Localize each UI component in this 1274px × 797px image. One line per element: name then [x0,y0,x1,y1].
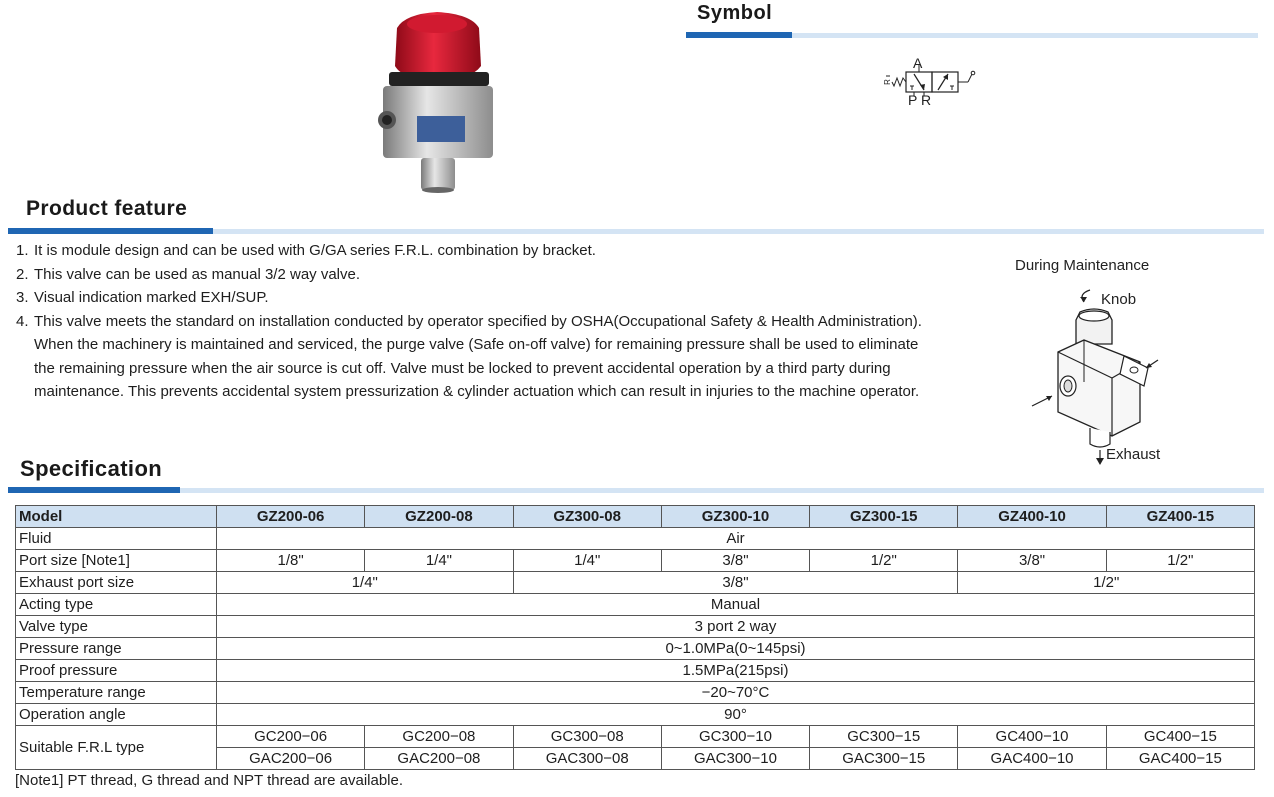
table-cell: GC300−15 [810,726,958,748]
model-header-cell: GZ300-08 [513,506,661,528]
model-header-cell: GZ200-08 [365,506,513,528]
symbol-label-r: R [882,79,892,85]
table-cell: GAC200−06 [217,748,365,770]
model-header-cell: GZ400-15 [1106,506,1254,528]
row-label: Fluid [16,528,217,550]
symbol-label-a: A [913,55,923,71]
maintenance-title: During Maintenance [1015,257,1150,274]
table-cell: GAC200−08 [365,748,513,770]
table-row [16,616,1255,638]
table-cell: GC300−08 [513,726,661,748]
feature-item [16,286,926,310]
table-cell: GAC300−15 [810,748,958,770]
feature-item [16,263,926,287]
table-row [16,682,1255,704]
maintenance-drawing [1028,282,1178,467]
row-label: Temperature range [16,682,217,704]
symbol-title: Symbol [697,2,773,24]
model-header-cell: GZ200-06 [217,506,365,528]
table-cell: GAC400−15 [1106,748,1254,770]
table-cell: 1/2" [810,550,958,572]
row-label: Acting type [16,594,217,616]
table-cell: Manual [217,594,1255,616]
table-cell: 1/8" [217,550,365,572]
table-cell: 3 port 2 way [217,616,1255,638]
model-header-cell: GZ300-15 [810,506,958,528]
row-label: Valve type [16,616,217,638]
feature-text: Visual indication marked EXH/SUP. [34,289,269,306]
table-cell: 3/8" [513,572,958,594]
valve-symbol-icon [884,56,980,108]
valve-symbol [884,56,980,108]
table-cell: 1/2" [1106,550,1254,572]
table-row [16,594,1255,616]
feature-number: 3. [16,289,29,306]
table-cell: GC400−10 [958,726,1106,748]
footnote: [Note1] PT thread, G thread and NPT thread are available. [15,772,404,789]
model-header-cell: GZ400-10 [958,506,1106,528]
table-row [16,572,1255,594]
feature-text: This valve meets the standard on installation conducted by operator specified by OSHA(Occupational Safety & Health Administration). When the machinery is maintained and serviced, the purge valve (Safe on-off valve) for remaining pressure shall be used to eliminate the remaining pressure when the air source is cut off. Valve must be locked to prevent accidental operation by a third party during maintenance. This prevents accidental system pressurization & cylinder actuation which can result in injuries to the machine operator. [34,312,922,400]
table-cell: −20~70°C [217,682,1255,704]
symbol-label-pr: P R [908,92,932,108]
feature-item [16,310,926,404]
feature-list [16,239,926,404]
table-cell: GC200−08 [365,726,513,748]
feature-text: This valve can be used as manual 3/2 way valve. [34,265,361,283]
row-label: Exhaust port size [16,572,217,594]
table-cell: GAC300−08 [513,748,661,770]
table-cell: 1/4" [513,550,661,572]
specification-title: Specification [20,456,163,481]
feature-number: 4. [16,312,29,330]
table-cell: GC400−15 [1106,726,1254,748]
row-label: Suitable F.R.L type [16,726,217,770]
row-label: Pressure range [16,638,217,660]
table-cell: 3/8" [958,550,1106,572]
specification-title-bar [8,487,1264,493]
table-header-row [16,506,1255,528]
row-label: Operation angle [16,704,217,726]
feature-text: It is module design and can be used with G/GA series F.R.L. combination by bracket. [34,242,596,259]
table-cell: GAC300−10 [661,748,809,770]
table-cell: 1.5MPa(215psi) [217,660,1255,682]
header-model: Model [16,506,217,528]
model-header-cell: GZ300-10 [661,506,809,528]
exhaust-label: Exhaust [1106,446,1161,463]
feature-number: 1. [16,242,29,259]
specification-table [15,505,1255,770]
table-row [16,660,1255,682]
table-row [16,726,1255,748]
table-row [16,638,1255,660]
table-cell: 3/8" [661,550,809,572]
table-cell: 1/4" [217,572,514,594]
table-cell: 1/2" [958,572,1255,594]
product-feature-title-bar [8,228,1264,234]
table-row [16,550,1255,572]
table-cell: 90° [217,704,1255,726]
table-cell: GAC400−10 [958,748,1106,770]
knob-label: Knob [1101,291,1137,308]
product-feature-title: Product feature [26,197,188,220]
row-label: Port size [Note1] [16,550,217,572]
row-label: Proof pressure [16,660,217,682]
symbol-title-bar [686,32,1258,38]
table-row [16,704,1255,726]
table-cell: Air [217,528,1255,550]
table-cell: 0~1.0MPa(0~145psi) [217,638,1255,660]
product-photo [375,8,500,193]
feature-item [16,239,926,263]
feature-number: 2. [16,265,29,283]
table-cell: 1/4" [365,550,513,572]
table-cell: GC300−10 [661,726,809,748]
table-row [16,528,1255,550]
table-cell: GC200−06 [217,726,365,748]
